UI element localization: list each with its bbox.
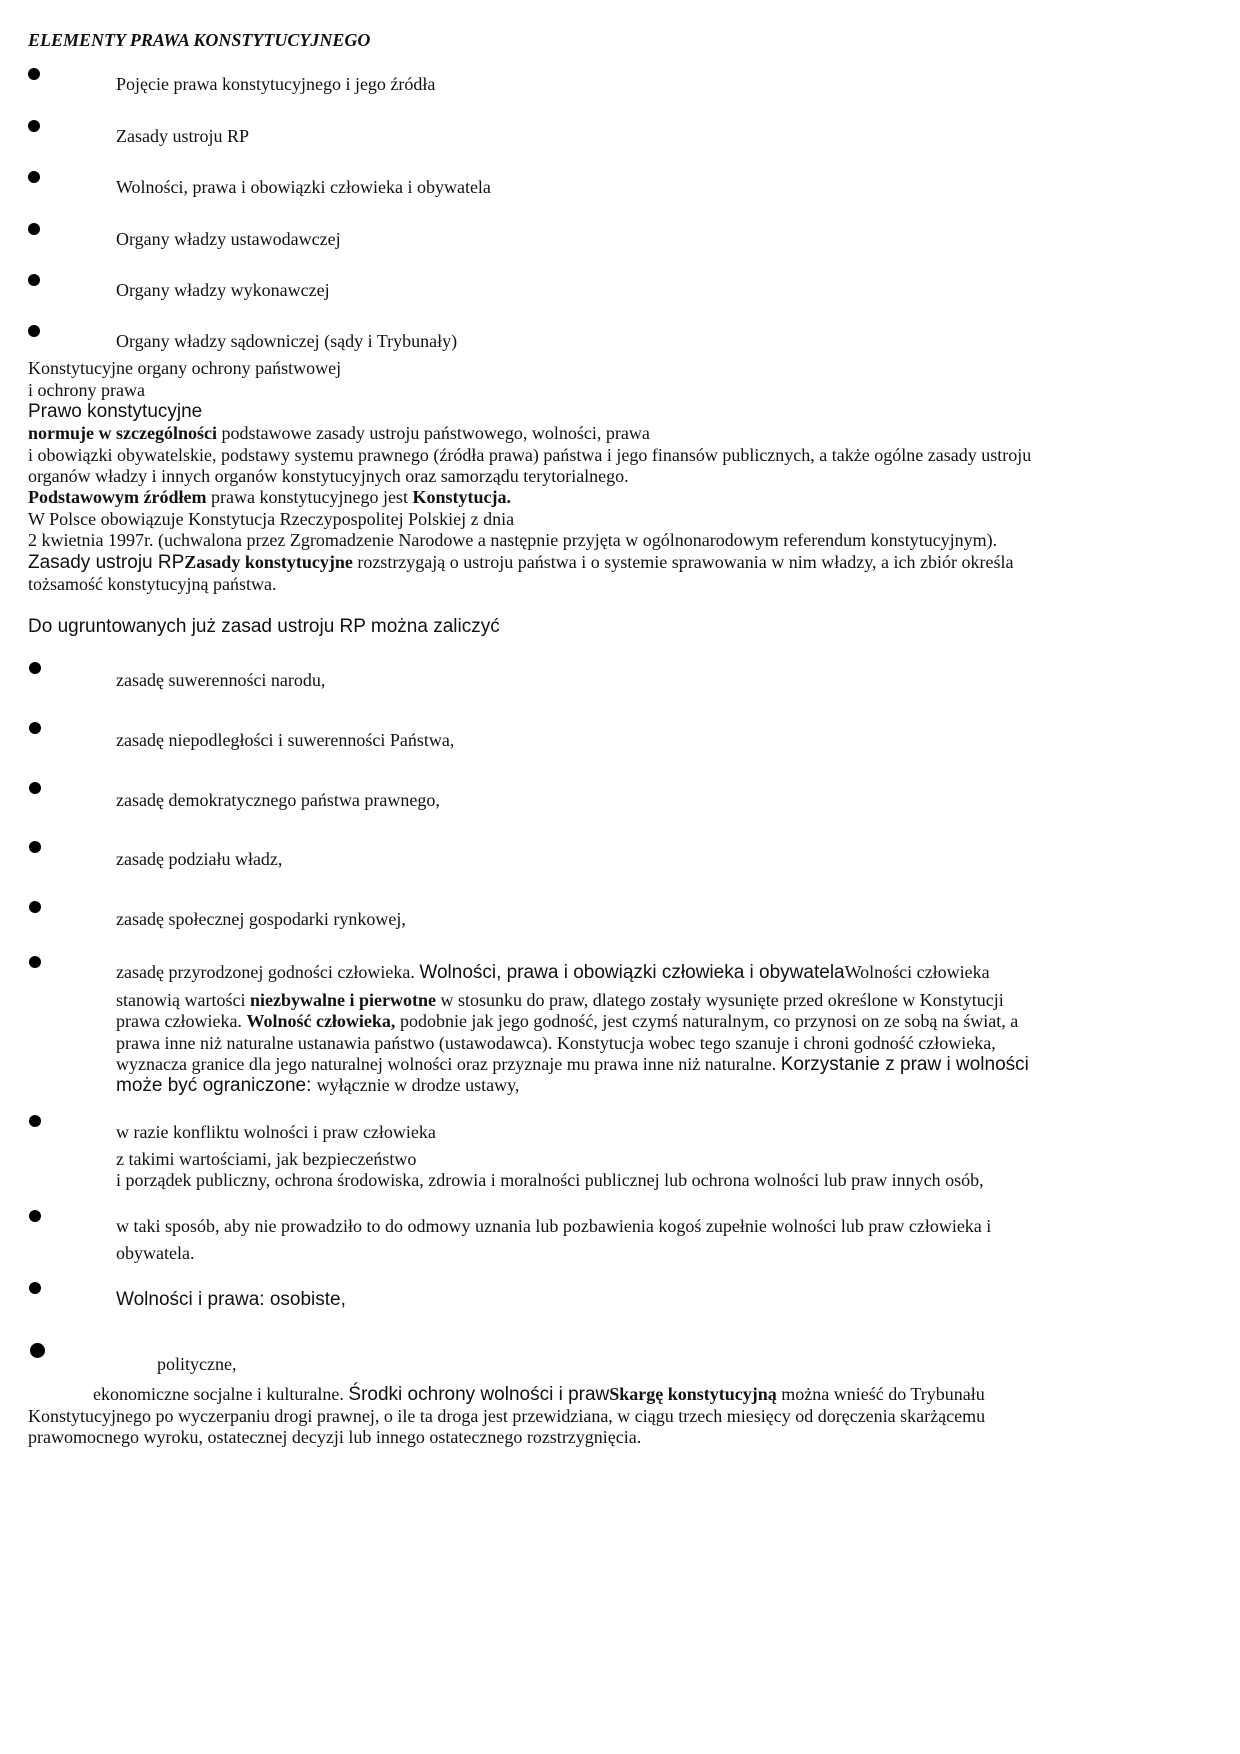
paragraph-line: w taki sposób, aby nie prowadziło to do odmowy uznania lub pozbawienia kogoś zupełnie wolności lub praw człowieka i <box>116 1216 992 1236</box>
paragraph-line: w razie konfliktu wolności i praw człowieka <box>116 1122 436 1142</box>
paragraph-line: organów władzy i innych organów konstytucyjnych oraz samorządu terytorialnego. <box>28 466 629 486</box>
paragraph-line: W Polsce obowiązuje Konstytucja Rzeczypospolitej Polskiej z dnia <box>28 509 515 529</box>
paragraph-line: i porządek publiczny, ochrona środowiska, zdrowia i moralności publicznej lub ochrona wolności lub praw innych osób, <box>116 1170 984 1190</box>
paragraph-line: wyznacza granice dla jego naturalnej wolności oraz przyznaje mu prawa inne niż naturalne. Korzystanie z praw i wolności <box>116 1054 1029 1075</box>
zasada-item: zasadę demokratycznego państwa prawnego, <box>116 790 440 810</box>
topic-item: Zasady ustroju RP <box>116 126 249 146</box>
paragraph-line: zasadę przyrodzonej godności człowieka. Wolności, prawa i obowiązki człowieka i obywatelaWolności człowieka <box>116 962 990 983</box>
bullet-icon <box>28 325 40 337</box>
bullet-icon <box>29 1210 41 1222</box>
zasada-item: zasadę społecznej gospodarki rynkowej, <box>116 909 406 929</box>
bold-phrase: Konstytucja. <box>412 487 511 507</box>
bullet-icon <box>29 1115 41 1127</box>
zasada-item: zasadę niepodległości i suwerenności Państwa, <box>116 730 455 750</box>
paragraph-line: prawa inne niż naturalne ustanawia państwo (ustawodawca). Konstytucja wobec tego szanuje i chroni godność człowieka, <box>116 1033 996 1053</box>
bullet-icon <box>28 68 40 80</box>
bullet-icon <box>29 1282 41 1294</box>
topic-item: Wolności, prawa i obowiązki człowieka i obywatela <box>116 177 491 197</box>
paragraph-line: Konstytucyjnego po wyczerpaniu drogi prawnej, o ile ta droga jest przewidziana, w ciągu trzech miesięcy od doręczenia skarżącemu <box>28 1406 986 1426</box>
topic-item: Pojęcie prawa konstytucyjnego i jego źródła <box>116 74 436 94</box>
bold-phrase: Podstawowym źródłem <box>28 487 207 507</box>
paragraph-line: Zasady ustroju RPZasady konstytucyjne rozstrzygają o ustroju państwa i o systemie sprawowania w nim władzy, a ich zbiór określa <box>28 552 1014 573</box>
bold-phrase: Wolność człowieka, <box>246 1011 396 1031</box>
paragraph-line: prawomocnego wyroku, ostatecznej decyzji lub innego ostatecznego rozstrzygnięcia. <box>28 1427 642 1447</box>
topic-item: Organy władzy wykonawczej <box>116 280 330 300</box>
zasady-intro: Do ugruntowanych już zasad ustroju RP można zaliczyć <box>28 616 500 637</box>
paragraph-line: prawa człowieka. Wolność człowieka, podobnie jak jego godność, jest czymś naturalnym, co przynosi on ze sobą na świat, a <box>116 1011 1019 1031</box>
document-title: ELEMENTY PRAWA KONSTYTUCYJNEGO <box>28 30 371 50</box>
zasada-item: zasadę suwerenności narodu, <box>116 670 326 690</box>
paragraph-line: 2 kwietnia 1997r. (uchwalona przez Zgromadzenie Narodowe a następnie przyjęta w ogólnonarodowym referendum konstytucyjnym). <box>28 530 998 550</box>
topic-item: Organy władzy ustawodawczej <box>116 229 341 249</box>
section-heading-inline: Zasady ustroju RP <box>28 552 185 573</box>
bold-phrase: niezbywalne i pierwotne <box>249 990 436 1010</box>
paragraph-line: obywatela. <box>116 1243 195 1263</box>
organs-line: Konstytucyjne organy ochrony państwowej <box>28 358 342 378</box>
rights-item: polityczne, <box>157 1354 237 1374</box>
bullet-icon <box>29 722 41 734</box>
bullet-icon <box>28 120 40 132</box>
bold-phrase: Skargę konstytucyjną <box>609 1384 777 1404</box>
paragraph-line: tożsamość konstytucyjną państwa. <box>28 574 277 594</box>
bold-phrase: Zasady konstytucyjne <box>184 552 353 572</box>
bullet-icon <box>28 171 40 183</box>
bullet-icon <box>29 782 41 794</box>
paragraph-line: normuje w szczególności podstawowe zasady ustroju państwowego, wolności, prawa <box>28 423 650 443</box>
paragraph-line: i obowiązki obywatelskie, podstawy systemu prawnego (źródła prawa) państwa i jego finansów publicznych, a także ogólne zasady ustroju <box>28 445 1032 465</box>
zasada-item: zasadę podziału władz, <box>116 849 283 869</box>
paragraph-line: może być ograniczone: wyłącznie w drodze ustawy, <box>116 1075 520 1096</box>
bullet-icon <box>29 841 41 853</box>
bullet-icon <box>28 223 40 235</box>
bullet-icon <box>29 956 41 968</box>
paragraph-line: z takimi wartościami, jak bezpieczeństwo <box>116 1149 417 1169</box>
topic-item: Organy władzy sądowniczej (sądy i Trybunały) <box>116 331 458 351</box>
bullet-icon <box>29 662 41 674</box>
bullet-icon <box>29 901 41 913</box>
bullet-icon <box>28 274 40 286</box>
section-heading: Prawo konstytucyjne <box>28 401 203 422</box>
bold-phrase: normuje w szczególności <box>28 423 217 443</box>
rights-item: Wolności i prawa: osobiste, <box>116 1289 346 1310</box>
organs-line: i ochrony prawa <box>28 380 145 400</box>
paragraph-line: ekonomiczne socjalne i kulturalne. Środki ochrony wolności i prawSkargę konstytucyjną można wnieść do Trybunału <box>93 1384 985 1405</box>
paragraph-line: stanowią wartości niezbywalne i pierwotne w stosunku do praw, dlatego zostały wysunięte przed określone w Konstytucji <box>116 990 1004 1010</box>
bullet-icon <box>30 1343 45 1358</box>
paragraph-line: Podstawowym źródłem prawa konstytucyjnego jest Konstytucja. <box>28 487 511 507</box>
